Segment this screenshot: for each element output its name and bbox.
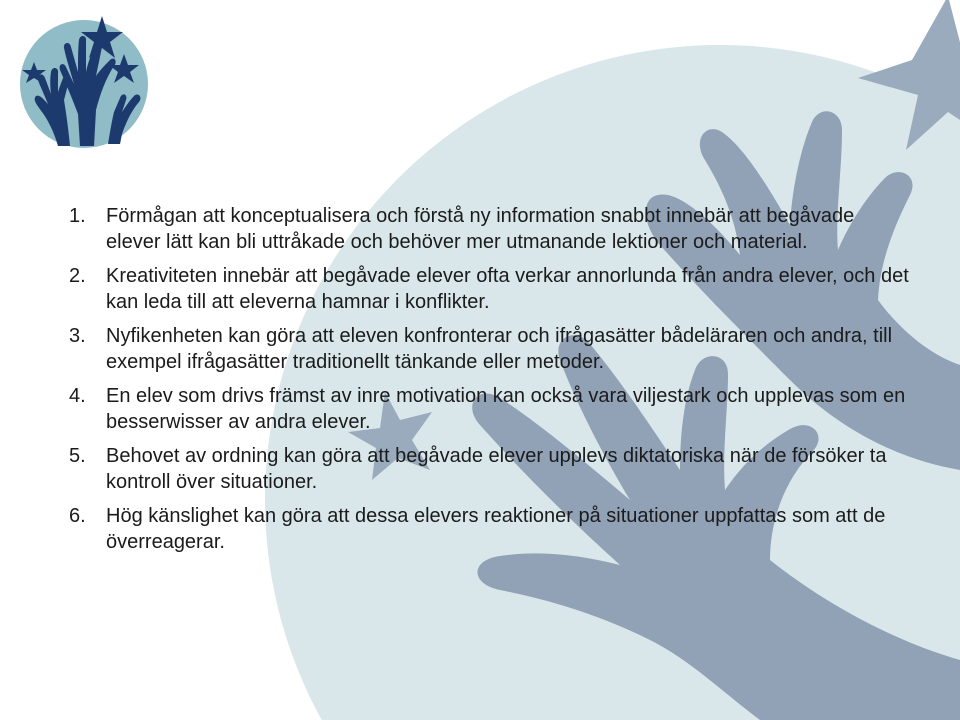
list-text: Hög känslighet kan göra att dessa elevers reaktioner på situationer uppfattas som att de överreagerar.: [106, 505, 886, 553]
list-number: 4.: [69, 385, 86, 407]
content-area: [64, 204, 914, 564]
list-item: [64, 444, 914, 495]
list-text: Förmågan att konceptualisera och förstå ny information snabbt innebär att begåvade elever lätt kan bli uttråkade och behöver mer utmanande lektioner och material.: [106, 205, 855, 253]
list-number: 3.: [69, 325, 86, 347]
numbered-list: [64, 204, 914, 555]
hands-reaching-stars-logo: [16, 14, 152, 150]
list-item: [64, 204, 914, 255]
list-item: [64, 324, 914, 375]
list-number: 2.: [69, 265, 86, 287]
list-text: En elev som drivs främst av inre motivation kan också vara viljestark och upplevas som en besserwisser av andra elever.: [106, 385, 906, 433]
list-item: [64, 384, 914, 435]
list-number: 6.: [69, 505, 86, 527]
list-item: [64, 264, 914, 315]
list-text: Nyfikenheten kan göra att eleven konfronterar och ifrågasätter bådeläraren och andra, till exempel ifrågasätter traditionellt tänkande eller metoder.: [106, 325, 893, 373]
list-text: Behovet av ordning kan göra att begåvade elever upplevs diktatoriska när de försöker ta kontroll över situationer.: [106, 445, 887, 493]
list-text: Kreativiteten innebär att begåvade elever ofta verkar annorlunda från andra elever, och det kan leda till att eleverna hamnar i konflikter.: [106, 265, 909, 313]
list-item: [64, 504, 914, 555]
list-number: 5.: [69, 445, 86, 467]
list-number: 1.: [69, 205, 86, 227]
